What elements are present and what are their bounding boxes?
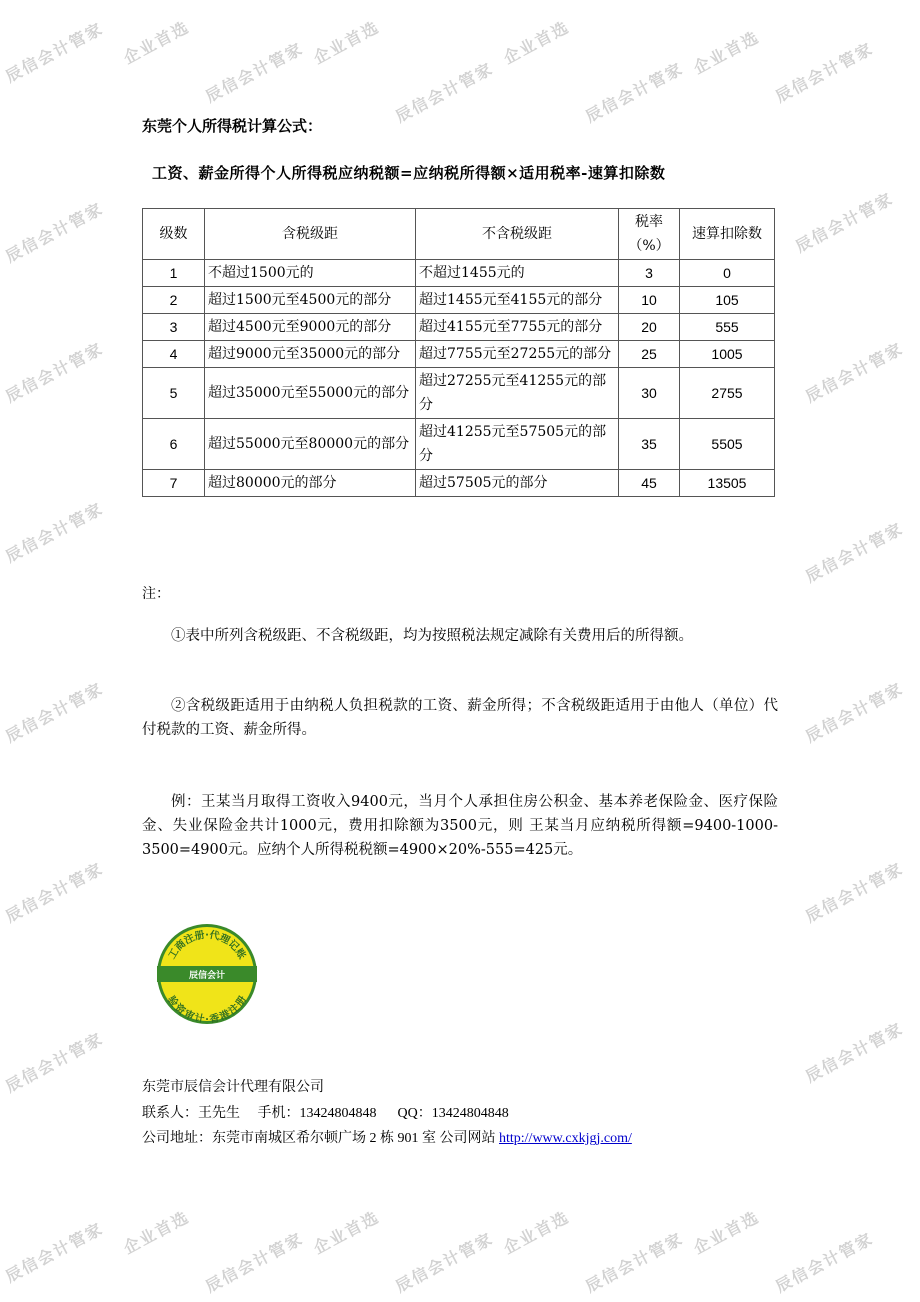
watermark: 辰信会计管家 [802, 678, 907, 747]
cell-rate: 10 [619, 287, 680, 314]
watermark: 企业首选 [690, 27, 763, 78]
header-untaxed-bracket: 不含税级距 [416, 209, 619, 260]
cell-deduction: 0 [680, 260, 775, 287]
cell-deduction: 105 [680, 287, 775, 314]
example-paragraph: 例：王某当月取得工资收入9400元，当月个人承担住房公积金、基本养老保险金、医疗保险金、失业保险金共计1000元，费用扣除额为3500元，则 王某当月应纳税所得额=9400-1000-3500=4900元。应纳个人所得税税额=4900×20%-555=425元。 [142, 794, 778, 858]
watermark: 企业首选 [310, 17, 383, 68]
seal-center-text: 辰信会计 [188, 971, 226, 981]
watermark: 辰信会计管家 [582, 1228, 687, 1297]
watermark: 企业首选 [500, 1207, 573, 1258]
footer-address [142, 1127, 632, 1147]
watermark: 辰信会计管家 [392, 1228, 497, 1297]
cell-level: 6 [143, 419, 205, 470]
footer-address-text: 公司地址：东莞市南城区希尔顿广场 2 栋 901 室 公司网站 [142, 1131, 499, 1146]
seal-bottom-text: 验资审计·香港注册 [165, 994, 249, 1026]
watermark: 辰信会计管家 [2, 498, 107, 567]
watermark: 辰信会计管家 [392, 58, 497, 127]
cell-rate: 25 [619, 341, 680, 368]
cell-deduction: 5505 [680, 419, 775, 470]
cell-untaxed-bracket: 超过7755元至27255元的部分 [416, 341, 619, 368]
cell-deduction: 555 [680, 314, 775, 341]
tax-rate-table [142, 208, 775, 497]
table-row [143, 314, 775, 341]
cell-rate: 30 [619, 368, 680, 419]
cell-taxed-bracket: 超过35000元至55000元的部分 [205, 368, 416, 419]
website-link[interactable]: http://www.cxkjgj.com/ [499, 1131, 632, 1146]
cell-rate: 45 [619, 470, 680, 497]
cell-rate: 20 [619, 314, 680, 341]
cell-taxed-bracket: 超过55000元至80000元的部分 [205, 419, 416, 470]
table-row [143, 287, 775, 314]
watermark: 企业首选 [120, 17, 193, 68]
table-row [143, 470, 775, 497]
cell-untaxed-bracket: 超过1455元至4155元的部分 [416, 287, 619, 314]
cell-untaxed-bracket: 超过57505元的部分 [416, 470, 619, 497]
cell-taxed-bracket: 超过9000元至35000元的部分 [205, 341, 416, 368]
cell-level: 7 [143, 470, 205, 497]
header-level: 级数 [143, 209, 205, 260]
cell-taxed-bracket: 超过80000元的部分 [205, 470, 416, 497]
table-row [143, 341, 775, 368]
watermark: 辰信会计管家 [2, 338, 107, 407]
cell-taxed-bracket: 不超过1500元的 [205, 260, 416, 287]
watermark: 辰信会计管家 [2, 858, 107, 927]
cell-deduction: 13505 [680, 470, 775, 497]
cell-level: 3 [143, 314, 205, 341]
cell-untaxed-bracket: 超过41255元至57505元的部分 [416, 419, 619, 470]
cell-taxed-bracket: 超过4500元至9000元的部分 [205, 314, 416, 341]
footer-company: 东莞市辰信会计代理有限公司 [142, 1080, 324, 1095]
cell-rate: 35 [619, 419, 680, 470]
table-row [143, 419, 775, 470]
cell-rate: 3 [619, 260, 680, 287]
header-rate: 税率（%） [619, 209, 680, 260]
watermark: 辰信会计管家 [2, 678, 107, 747]
watermark: 企业首选 [120, 1207, 193, 1258]
cell-deduction: 2755 [680, 368, 775, 419]
table-row [143, 368, 775, 419]
cell-level: 5 [143, 368, 205, 419]
watermark: 辰信会计管家 [802, 1018, 907, 1087]
cell-level: 2 [143, 287, 205, 314]
watermark: 辰信会计管家 [582, 58, 687, 127]
cell-untaxed-bracket: 超过4155元至7755元的部分 [416, 314, 619, 341]
header-deduction: 速算扣除数 [680, 209, 775, 260]
cell-untaxed-bracket: 超过27255元至41255元的部分 [416, 368, 619, 419]
cell-untaxed-bracket: 不超过1455元的 [416, 260, 619, 287]
watermark: 辰信会计管家 [792, 188, 897, 257]
cell-deduction: 1005 [680, 341, 775, 368]
watermark: 辰信会计管家 [802, 338, 907, 407]
watermark: 辰信会计管家 [802, 858, 907, 927]
watermark: 辰信会计管家 [202, 1228, 307, 1297]
footer-contact: 联系人：王先生 手机：13424804848 QQ：13424804848 [142, 1106, 509, 1121]
watermark: 辰信会计管家 [2, 1028, 107, 1097]
table-row [143, 260, 775, 287]
cell-taxed-bracket: 超过1500元至4500元的部分 [205, 287, 416, 314]
seal-top-text: 工商注册·代理记账 [166, 929, 248, 962]
tax-formula: 工资、薪金所得个人所得税应纳税额=应纳税所得额×适用税率-速算扣除数 [152, 164, 666, 182]
watermark: 辰信会计管家 [202, 38, 307, 107]
cell-level: 4 [143, 341, 205, 368]
table-header-row [143, 209, 775, 260]
watermark: 辰信会计管家 [802, 518, 907, 587]
note-2: ②含税级距适用于由纳税人负担税款的工资、薪金所得；不含税级距适用于由他人（单位）代付税款的工资、薪金所得。 [142, 698, 778, 738]
watermark: 辰信会计管家 [2, 198, 107, 267]
cell-level: 1 [143, 260, 205, 287]
watermark: 企业首选 [500, 17, 573, 68]
watermark: 辰信会计管家 [2, 18, 107, 87]
header-taxed-bracket: 含税级距 [205, 209, 416, 260]
watermark: 企业首选 [690, 1207, 763, 1258]
note-1: ①表中所列含税级距、不含税级距，均为按照税法规定减除有关费用后的所得额。 [171, 628, 693, 644]
watermark: 企业首选 [310, 1207, 383, 1258]
watermark: 辰信会计管家 [2, 1218, 107, 1287]
watermark: 辰信会计管家 [772, 1228, 877, 1297]
company-seal-logo [155, 922, 259, 1026]
page-title: 东莞个人所得税计算公式： [142, 117, 323, 135]
watermark: 辰信会计管家 [772, 38, 877, 107]
notes-label: 注： [142, 586, 170, 602]
